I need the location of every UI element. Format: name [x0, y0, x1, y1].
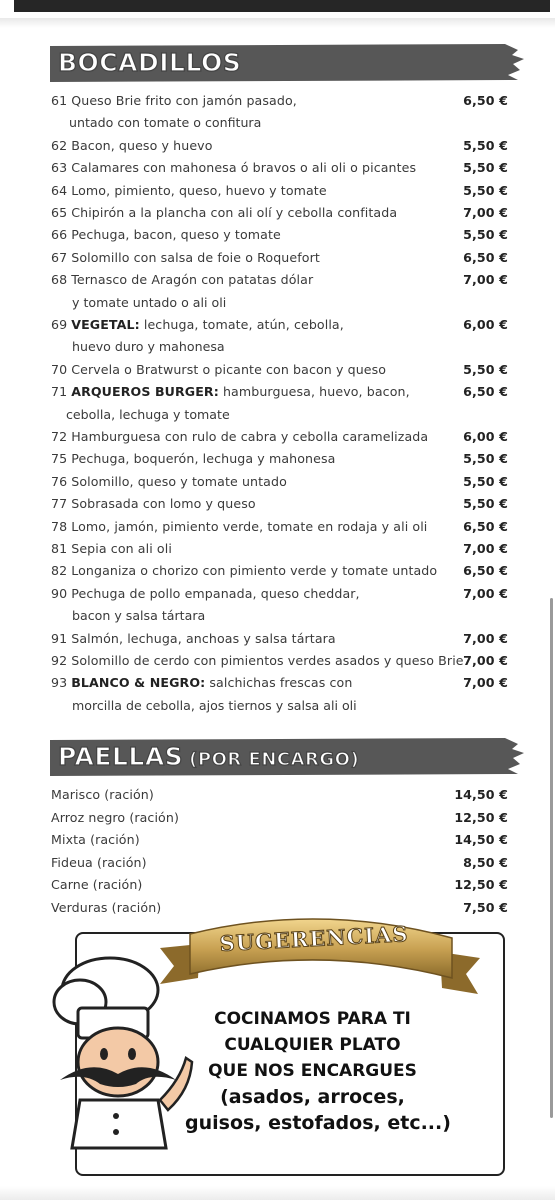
- menu-item: [51, 807, 508, 829]
- menu-item-price: 7,00 €: [463, 585, 508, 601]
- menu-item-description: Marisco (ración): [51, 787, 154, 802]
- menu-item: [51, 135, 508, 157]
- menu-item-description: Sobrasada con lomo y queso: [71, 496, 256, 512]
- menu-item-price: 5,50 €: [463, 473, 508, 489]
- menu-item-description: Lomo, pimiento, queso, huevo y tomate: [71, 182, 327, 198]
- menu-item-price: 7,00 €: [463, 653, 508, 668]
- menu-item-price: 6,50 €: [463, 384, 508, 400]
- menu-item-price: 6,00 €: [463, 429, 508, 444]
- paellas-title-main: PAELLAS: [58, 742, 184, 771]
- menu-item-description: Fideua (ración): [51, 854, 147, 870]
- menu-item-number: 70: [51, 361, 68, 377]
- menu-item-price: 7,00 €: [463, 630, 508, 646]
- menu-item-price: 5,50 €: [463, 451, 508, 467]
- menu-item-description: Verduras (ración): [51, 900, 162, 915]
- menu-item: [51, 269, 508, 291]
- menu-item-price: 5,50 €: [463, 496, 508, 512]
- menu-item-description: hamburguesa, huevo, bacon,: [218, 384, 410, 400]
- sugerencias-line: COCINAMOS PARA TI: [214, 1009, 411, 1029]
- menu-item-continuation: cebolla, lechuga y tomate: [66, 406, 230, 422]
- menu-item-price: 6,50 €: [463, 249, 508, 265]
- menu-item-description: Arroz negro (ración): [51, 809, 179, 825]
- menu-item-continuation: untado con tomate o confitura: [69, 115, 262, 131]
- menu-item-price: 8,50 €: [463, 854, 508, 870]
- menu-item: [51, 247, 508, 269]
- menu-item: [51, 381, 508, 403]
- menu-item-description: Chipirón a la plancha con ali olí y cebolla confitada: [71, 205, 398, 220]
- bocadillos-banner: [50, 44, 525, 82]
- menu-item: [51, 650, 508, 672]
- menu-item-name: VEGETAL:: [71, 317, 140, 332]
- menu-item-price: 6,50 €: [463, 93, 508, 108]
- menu-item-price: 6,00 €: [463, 317, 508, 332]
- menu-item-price: 5,50 €: [463, 137, 508, 153]
- menu-item-number: 72: [51, 429, 68, 444]
- menu-item-number: 68: [51, 272, 68, 288]
- menu-item-price: 14,50 €: [454, 832, 508, 848]
- menu-item-description: Salmón, lechuga, anchoas y salsa tártara: [71, 630, 336, 646]
- paellas-banner: [50, 738, 525, 776]
- menu-item-price: 14,50 €: [454, 787, 508, 802]
- menu-item-description: Solomillo con salsa de foie o Roquefort: [71, 249, 320, 265]
- menu-item-number: 93: [51, 675, 68, 691]
- menu-item-description: Solomillo, queso y tomate untado: [71, 473, 287, 489]
- menu-item-description: Pechuga de pollo empanada, queso cheddar,: [71, 585, 360, 601]
- menu-item-number: 82: [51, 563, 68, 579]
- menu-item-price: 7,00 €: [463, 272, 508, 288]
- menu-item-number: 63: [51, 160, 68, 176]
- menu-item-description: lechuga, tomate, atún, cebolla,: [139, 317, 344, 332]
- menu-item-price: 12,50 €: [454, 809, 508, 825]
- menu-item: [51, 784, 508, 806]
- menu-item: [51, 448, 508, 470]
- menu-item-number: 77: [51, 496, 68, 512]
- menu-item: [51, 180, 508, 202]
- menu-item: [51, 852, 508, 874]
- menu-item: [51, 224, 508, 246]
- menu-item-number: 91: [51, 630, 68, 646]
- menu-item: [51, 202, 508, 224]
- menu-item-number: 78: [51, 518, 68, 534]
- menu-item-description: Ternasco de Aragón con patatas dólar: [71, 272, 314, 288]
- menu-item: [51, 583, 508, 605]
- menu-item-description: Calamares con mahonesa ó bravos o ali oli o picantes: [71, 160, 417, 176]
- menu-item: [51, 426, 508, 448]
- menu-item: [51, 359, 508, 381]
- paellas-title: [58, 742, 359, 771]
- menu-item-description: Pechuga, boquerón, lechuga y mahonesa: [71, 451, 336, 467]
- menu-item-price: 5,50 €: [463, 227, 508, 243]
- menu-item: [51, 157, 508, 179]
- bocadillos-title: BOCADILLOS: [58, 48, 242, 77]
- menu-item-number: 71: [51, 384, 68, 400]
- menu-item-name: ARQUEROS BURGER:: [71, 384, 219, 400]
- menu-item-number: 75: [51, 451, 68, 467]
- menu-item: [51, 628, 508, 650]
- menu-item-name: BLANCO & NEGRO:: [71, 675, 206, 691]
- menu-item-number: 90: [51, 585, 68, 601]
- menu-item-number: 62: [51, 137, 68, 153]
- menu-item-number: 92: [51, 653, 68, 668]
- menu-item-price: 6,50 €: [463, 563, 508, 579]
- top-image-strip: [14, 0, 550, 12]
- menu-item: [51, 560, 508, 582]
- page-edge-shadow: [0, 18, 555, 28]
- chef-illustration-icon: [40, 950, 200, 1150]
- menu-item-number: 64: [51, 182, 68, 198]
- menu-item-price: 5,50 €: [463, 182, 508, 198]
- scrollbar[interactable]: [550, 598, 553, 1118]
- menu-item-price: 7,00 €: [463, 675, 508, 691]
- menu-item-price: 6,50 €: [463, 518, 508, 534]
- menu-item: [51, 314, 508, 336]
- menu-item-number: 76: [51, 473, 68, 489]
- menu-item-continuation: huevo duro y mahonesa: [72, 339, 225, 355]
- menu-item: [51, 90, 508, 112]
- menu-item-number: 65: [51, 205, 68, 220]
- menu-item-description: Carne (ración): [51, 877, 143, 893]
- sugerencias-title: SUGERENCIAS: [218, 921, 410, 956]
- menu-item-price: 5,50 €: [463, 160, 508, 176]
- menu-item: [51, 672, 508, 694]
- menu-item-description: Lomo, jamón, pimiento verde, tomate en rodaja y ali oli: [71, 518, 428, 534]
- menu-item-description: Queso Brie frito con jamón pasado,: [71, 93, 297, 108]
- menu-item-description: Mixta (ración): [51, 832, 140, 848]
- menu-item-price: 7,00 €: [463, 205, 508, 220]
- menu-item-description: Longaniza o chorizo con pimiento verde y tomate untado: [71, 563, 438, 579]
- menu-item-description: salchichas frescas con: [205, 675, 353, 691]
- menu-item-price: 7,50 €: [463, 900, 508, 915]
- menu-item-number: 66: [51, 227, 68, 243]
- gold-ribbon-icon: [160, 908, 480, 1008]
- sugerencias-line: (asados, arroces,: [220, 1086, 405, 1108]
- menu-item-price: 7,00 €: [463, 541, 508, 556]
- menu-item-description: Sepia con ali oli: [71, 541, 172, 556]
- paellas-subtitle: (POR ENCARGO): [189, 749, 360, 770]
- menu-item-continuation: morcilla de cebolla, ajos tiernos y salsa ali oli: [72, 697, 357, 713]
- sugerencias-line: CUALQUIER PLATO: [224, 1035, 401, 1055]
- menu-item-number: 81: [51, 541, 68, 556]
- menu-item: [51, 516, 508, 538]
- menu-item-price: 12,50 €: [454, 877, 508, 893]
- menu-item-number: 69: [51, 317, 68, 332]
- menu-item-description: Solomillo de cerdo con pimientos verdes asados y queso Brie: [71, 653, 464, 668]
- menu-item-number: 67: [51, 249, 68, 265]
- menu-item: [51, 493, 508, 515]
- menu-item-description: Bacon, queso y huevo: [71, 137, 213, 153]
- menu-item-continuation: y tomate untado o ali oli: [72, 294, 227, 310]
- menu-item-price: 5,50 €: [463, 361, 508, 377]
- menu-item-description: Hamburguesa con rulo de cabra y cebolla caramelizada: [71, 429, 429, 444]
- sugerencias-line: QUE NOS ENCARGUES: [208, 1061, 417, 1081]
- menu-item: [51, 471, 508, 493]
- menu-item: [51, 874, 508, 896]
- sugerencias-text: [185, 1006, 451, 1136]
- menu-item-number: 61: [51, 93, 68, 108]
- menu-item: [51, 538, 508, 560]
- sugerencias-line: guisos, estofados, etc...): [185, 1112, 451, 1134]
- menu-item-description: Cervela o Bratwurst o picante con bacon y queso: [71, 361, 387, 377]
- menu-item-continuation: bacon y salsa tártara: [72, 608, 206, 624]
- page-edge-shadow: [0, 1186, 555, 1200]
- menu-item-description: Pechuga, bacon, queso y tomate: [71, 227, 281, 243]
- menu-item: [51, 829, 508, 851]
